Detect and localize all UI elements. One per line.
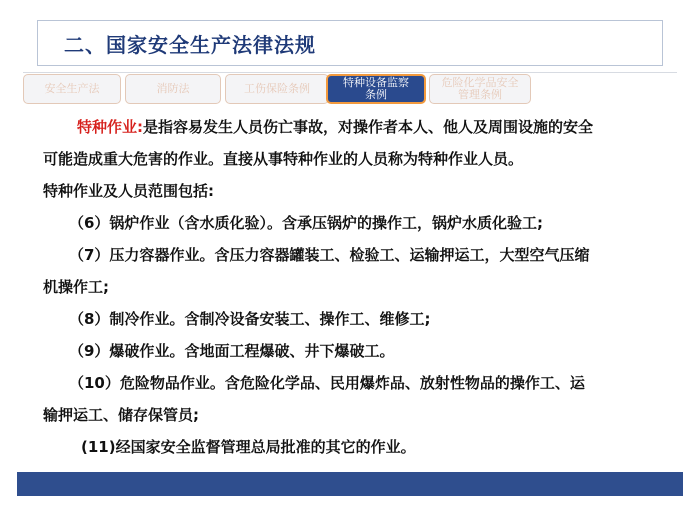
tabs-divider xyxy=(23,72,677,73)
list-item: （9）爆破作业。含地面工程爆破、井下爆破工。 xyxy=(69,342,395,360)
tab-label-line2: 条例 xyxy=(365,88,387,101)
list-item: （7）压力容器作业。含压力容器罐装工、检验工、运输押运工，大型空气压缩 xyxy=(69,246,590,264)
tab-label: 工伤保险条例 xyxy=(244,82,310,95)
tab-label: 消防法 xyxy=(156,82,190,95)
tab-label: 安全生产法 xyxy=(44,82,100,95)
title-box xyxy=(37,20,663,66)
list-item: （6）锅炉作业（含水质化验）。含承压锅炉的操作工，锅炉水质化验工; xyxy=(69,214,543,232)
term-label: 特种作业: xyxy=(77,118,143,136)
definition-line-2: 可能造成重大危害的作业。直接从事特种作业的人员称为特种作业人员。 xyxy=(43,150,524,168)
slide xyxy=(17,12,683,500)
page-title: 二、国家安全生产法律法规 xyxy=(64,33,316,57)
list-item: (11)经国家安全监督管理总局批准的其它的作业。 xyxy=(81,438,416,456)
definition-line-1 xyxy=(77,116,593,137)
list-item: （8）制冷作业。含制冷设备安装工、操作工、维修工; xyxy=(69,310,431,328)
tab-fire-law[interactable] xyxy=(125,74,221,104)
list-item-continuation: 机操作工; xyxy=(43,278,109,296)
tab-hazardous-chemicals[interactable] xyxy=(429,74,531,104)
scope-intro: 特种作业及人员范围包括: xyxy=(43,182,214,200)
tab-special-equipment[interactable] xyxy=(326,74,426,104)
tab-safety-production-law[interactable] xyxy=(23,74,121,104)
tab-label-line1: 特种设备监察 xyxy=(343,76,409,89)
tab-label-line2: 管理条例 xyxy=(458,88,502,101)
tab-work-injury-insurance[interactable] xyxy=(225,74,329,104)
tab-label-line1: 危险化学品安全 xyxy=(441,76,519,89)
definition-text-1: 是指容易发生人员伤亡事故，对操作者本人、他人及周围设施的安全 xyxy=(143,118,594,136)
list-item-continuation: 输押运工、储存保管员; xyxy=(43,406,199,424)
tab-label xyxy=(343,77,409,101)
tab-label xyxy=(442,77,519,101)
list-item: （10）危险物品作业。含危险化学品、民用爆炸品、放射性物品的操作工、运 xyxy=(69,374,585,392)
footer-bar xyxy=(17,472,683,496)
